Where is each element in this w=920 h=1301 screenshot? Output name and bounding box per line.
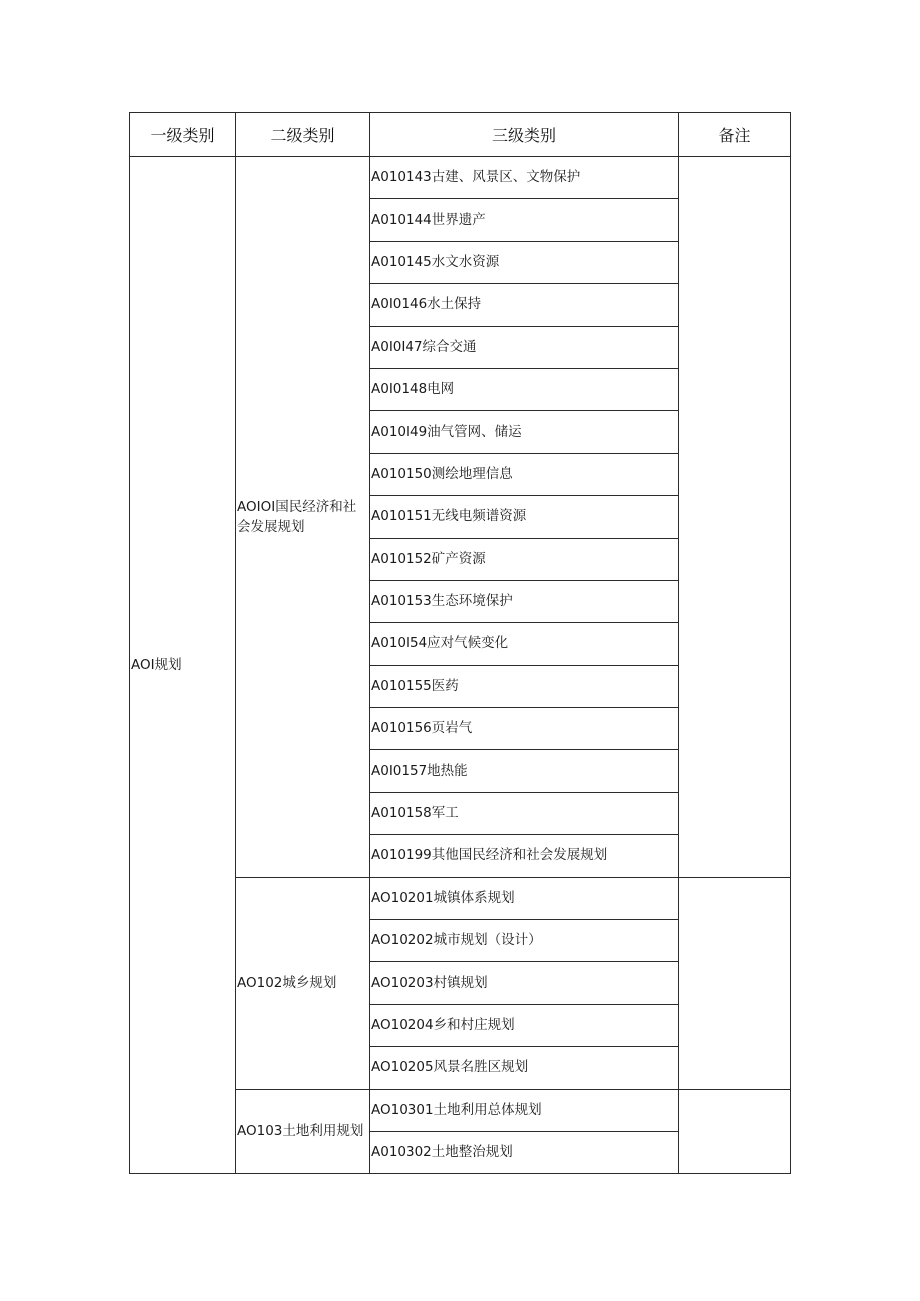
level3-cell: A010150测绘地理信息 [370, 453, 679, 495]
level1-cell: AOI规划 [130, 157, 236, 1174]
level3-cell: A0I0146水土保持 [370, 284, 679, 326]
level2-cell: AO103土地利用规划 [236, 1089, 370, 1174]
level3-cell: A010I49油气管网、储运 [370, 411, 679, 453]
header-row [130, 113, 791, 157]
level3-cell: AO10202城市规划（设计） [370, 920, 679, 962]
level3-cell: A010143古建、风景区、文物保护 [370, 157, 679, 199]
level3-cell: A010144世界遗产 [370, 199, 679, 241]
level3-cell: A010156页岩气 [370, 708, 679, 750]
category-table [129, 112, 791, 1174]
level3-cell: A010199其他国民经济和社会发展规划 [370, 835, 679, 877]
level3-cell: A010151无线电频谱资源 [370, 496, 679, 538]
level3-cell: A010I54应对气候变化 [370, 623, 679, 665]
notes-cell [679, 157, 791, 878]
level3-cell: A010155医药 [370, 665, 679, 707]
level3-cell: AO10203村镇规划 [370, 962, 679, 1004]
level3-cell: A010145水文水资源 [370, 241, 679, 283]
table-body [130, 157, 791, 1174]
level3-cell: A0I0148电网 [370, 368, 679, 410]
level3-cell: AO10301土地利用总体规划 [370, 1089, 679, 1131]
level3-cell: A010158军工 [370, 792, 679, 834]
header-notes: 备注 [679, 113, 791, 157]
header-level2: 二级类别 [236, 113, 370, 157]
table-row [130, 157, 791, 199]
header-level1: 一级类别 [130, 113, 236, 157]
level3-cell: AO10205风景名胜区规划 [370, 1047, 679, 1089]
level3-cell: A0I0157地热能 [370, 750, 679, 792]
notes-cell [679, 877, 791, 1089]
level2-cell: AOIOI国民经济和社会发展规划 [236, 157, 370, 878]
level3-cell: A010153生态环境保护 [370, 580, 679, 622]
notes-cell [679, 1089, 791, 1174]
table-header [130, 113, 791, 157]
level3-cell: AO10201城镇体系规划 [370, 877, 679, 919]
level2-cell: AO102城乡规划 [236, 877, 370, 1089]
level3-cell: A010152矿产资源 [370, 538, 679, 580]
level3-cell: AO10204乡和村庄规划 [370, 1004, 679, 1046]
level3-cell: A0I0I47综合交通 [370, 326, 679, 368]
header-level3: 三级类别 [370, 113, 679, 157]
level3-cell: A010302土地整治规划 [370, 1131, 679, 1173]
